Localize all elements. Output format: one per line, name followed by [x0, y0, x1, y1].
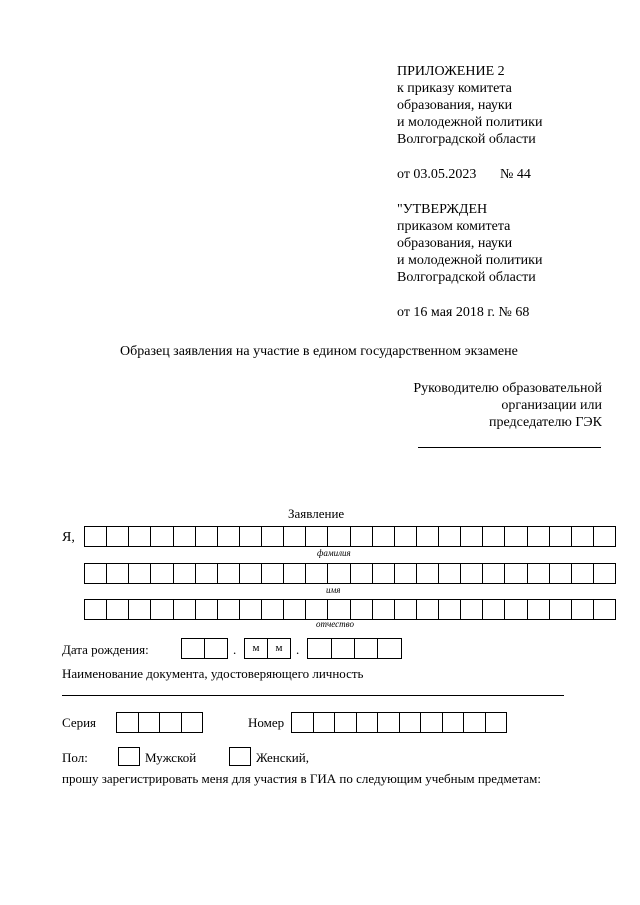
- letter-cell[interactable]: [395, 527, 417, 546]
- i-label: Я,: [62, 530, 75, 545]
- letter-cell[interactable]: [421, 713, 443, 732]
- letter-cell[interactable]: [240, 527, 262, 546]
- letter-cell[interactable]: [262, 600, 284, 619]
- letter-cell[interactable]: [439, 527, 461, 546]
- letter-cell[interactable]: [117, 713, 139, 732]
- series-cells[interactable]: [116, 712, 203, 733]
- female-label: Женский,: [256, 750, 309, 765]
- letter-cell[interactable]: [129, 564, 151, 583]
- letter-cell[interactable]: [129, 600, 151, 619]
- statement-title: Заявление: [288, 506, 345, 521]
- letter-cell[interactable]: [160, 713, 182, 732]
- letter-cell[interactable]: [461, 527, 483, 546]
- name-cells[interactable]: [84, 563, 616, 584]
- letter-cell[interactable]: [351, 564, 373, 583]
- letter-cell[interactable]: [306, 564, 328, 583]
- number-label: Номер: [248, 715, 285, 730]
- birth-day-cell[interactable]: [182, 639, 205, 658]
- letter-cell[interactable]: [594, 527, 615, 546]
- letter-cell[interactable]: [483, 527, 505, 546]
- surname-cells[interactable]: [84, 526, 616, 547]
- approved-title: "УТВЕРЖДЕН: [397, 202, 488, 217]
- letter-cell[interactable]: [129, 527, 151, 546]
- birth-year-cell[interactable]: [355, 639, 378, 658]
- letter-cell[interactable]: [182, 713, 203, 732]
- appendix-date: от 03.05.2023: [397, 167, 477, 182]
- letter-cell[interactable]: [240, 564, 262, 583]
- appendix-line: образования, науки: [397, 98, 513, 113]
- approved-line: образования, науки: [397, 236, 513, 251]
- letter-cell[interactable]: [262, 564, 284, 583]
- addressee-line: Руководителю образовательной: [413, 381, 602, 396]
- addressee-line: организации или: [501, 398, 602, 413]
- patronymic-caption: отчество: [316, 619, 354, 629]
- letter-cell[interactable]: [292, 713, 314, 732]
- birth-year-cells[interactable]: [307, 638, 402, 659]
- letter-cell[interactable]: [400, 713, 422, 732]
- approved-date: от 16 мая 2018 г. № 68: [397, 305, 530, 320]
- series-label: Серия: [62, 715, 97, 730]
- letter-cell[interactable]: [196, 600, 218, 619]
- letter-cell[interactable]: [284, 600, 306, 619]
- letter-cell[interactable]: [328, 600, 350, 619]
- letter-cell[interactable]: [107, 564, 129, 583]
- letter-cell[interactable]: [373, 527, 395, 546]
- request-text: прошу зарегистрировать меня для участия в ГИА по следующим учебным предметам:: [62, 771, 541, 786]
- letter-cell[interactable]: [107, 600, 129, 619]
- birth-year-cell[interactable]: [378, 639, 401, 658]
- letter-cell[interactable]: [85, 600, 107, 619]
- letter-cell[interactable]: [218, 600, 240, 619]
- letter-cell[interactable]: [328, 527, 350, 546]
- letter-cell[interactable]: [107, 527, 129, 546]
- appendix-line: Волгоградской области: [397, 132, 536, 147]
- letter-cell[interactable]: [439, 564, 461, 583]
- letter-cell[interactable]: [351, 600, 373, 619]
- male-checkbox[interactable]: [118, 747, 140, 766]
- letter-cell[interactable]: [417, 600, 439, 619]
- letter-cell[interactable]: [314, 713, 336, 732]
- letter-cell[interactable]: [351, 527, 373, 546]
- addressee-line: председателю ГЭК: [489, 415, 602, 430]
- letter-cell[interactable]: [240, 600, 262, 619]
- appendix-line: и молодежной политики: [397, 115, 543, 130]
- letter-cell[interactable]: [395, 564, 417, 583]
- number-cells[interactable]: [291, 712, 507, 733]
- letter-cell[interactable]: [306, 527, 328, 546]
- letter-cell[interactable]: [572, 564, 594, 583]
- letter-cell[interactable]: [85, 527, 107, 546]
- addressee-signature-line[interactable]: [418, 447, 601, 448]
- letter-cell[interactable]: [594, 564, 615, 583]
- male-label: Мужской: [145, 750, 197, 765]
- name-caption: имя: [326, 585, 341, 595]
- letter-cell[interactable]: [151, 564, 173, 583]
- letter-cell[interactable]: [483, 564, 505, 583]
- gender-label: Пол:: [62, 750, 88, 765]
- birth-month-cell[interactable]: м: [245, 639, 268, 658]
- letter-cell[interactable]: [528, 564, 550, 583]
- letter-cell[interactable]: [357, 713, 379, 732]
- birth-month-cells[interactable]: [244, 638, 291, 659]
- birth-day-cell[interactable]: [205, 639, 227, 658]
- sample-title: Образец заявления на участие в едином государственном экзамене: [120, 344, 518, 359]
- letter-cell[interactable]: [373, 564, 395, 583]
- letter-cell[interactable]: [218, 564, 240, 583]
- document-label: Наименование документа, удостоверяющего личность: [62, 666, 364, 681]
- letter-cell[interactable]: [550, 600, 572, 619]
- letter-cell[interactable]: [335, 713, 357, 732]
- letter-cell[interactable]: [528, 600, 550, 619]
- letter-cell[interactable]: [262, 527, 284, 546]
- surname-caption: фамилия: [317, 548, 351, 558]
- letter-cell[interactable]: [151, 600, 173, 619]
- patronymic-cells[interactable]: [84, 599, 616, 620]
- letter-cell[interactable]: [196, 564, 218, 583]
- letter-cell[interactable]: [85, 564, 107, 583]
- appendix-title: ПРИЛОЖЕНИЕ 2: [397, 64, 505, 79]
- approved-line: и молодежной политики: [397, 253, 543, 268]
- letter-cell[interactable]: [139, 713, 161, 732]
- letter-cell[interactable]: [378, 713, 400, 732]
- letter-cell[interactable]: [572, 527, 594, 546]
- letter-cell[interactable]: [464, 713, 486, 732]
- letter-cell[interactable]: [284, 564, 306, 583]
- letter-cell[interactable]: [417, 564, 439, 583]
- letter-cell[interactable]: [505, 564, 527, 583]
- appendix-line: к приказу комитета: [397, 81, 512, 96]
- letter-cell[interactable]: [417, 527, 439, 546]
- approved-line: Волгоградской области: [397, 270, 536, 285]
- letter-cell[interactable]: [174, 600, 196, 619]
- date-separator: .: [296, 642, 300, 657]
- letter-cell[interactable]: [505, 527, 527, 546]
- letter-cell[interactable]: [395, 600, 417, 619]
- letter-cell[interactable]: [461, 600, 483, 619]
- letter-cell[interactable]: [196, 527, 218, 546]
- letter-cell[interactable]: [572, 600, 594, 619]
- letter-cell[interactable]: [486, 713, 507, 732]
- birth-label: Дата рождения:: [62, 642, 149, 657]
- letter-cell[interactable]: [594, 600, 615, 619]
- letter-cell[interactable]: [505, 600, 527, 619]
- female-checkbox[interactable]: [229, 747, 251, 766]
- letter-cell[interactable]: [328, 564, 350, 583]
- letter-cell[interactable]: [550, 527, 572, 546]
- letter-cell[interactable]: [461, 564, 483, 583]
- letter-cell[interactable]: [284, 527, 306, 546]
- letter-cell[interactable]: [174, 564, 196, 583]
- letter-cell[interactable]: [174, 527, 196, 546]
- birth-year-cell[interactable]: [332, 639, 355, 658]
- document-name-line[interactable]: [62, 695, 564, 696]
- letter-cell[interactable]: [439, 600, 461, 619]
- birth-month-cell[interactable]: м: [275, 642, 283, 654]
- appendix-number: № 44: [500, 167, 531, 182]
- date-separator: .: [233, 642, 237, 657]
- letter-cell[interactable]: [528, 527, 550, 546]
- approved-line: приказом комитета: [397, 219, 511, 234]
- birth-day-cells[interactable]: [181, 638, 228, 659]
- letter-cell[interactable]: [373, 600, 395, 619]
- letter-cell[interactable]: [443, 713, 465, 732]
- letter-cell[interactable]: [550, 564, 572, 583]
- letter-cell[interactable]: [306, 600, 328, 619]
- letter-cell[interactable]: [151, 527, 173, 546]
- birth-year-cell[interactable]: [308, 639, 332, 658]
- letter-cell[interactable]: [483, 600, 505, 619]
- letter-cell[interactable]: [218, 527, 240, 546]
